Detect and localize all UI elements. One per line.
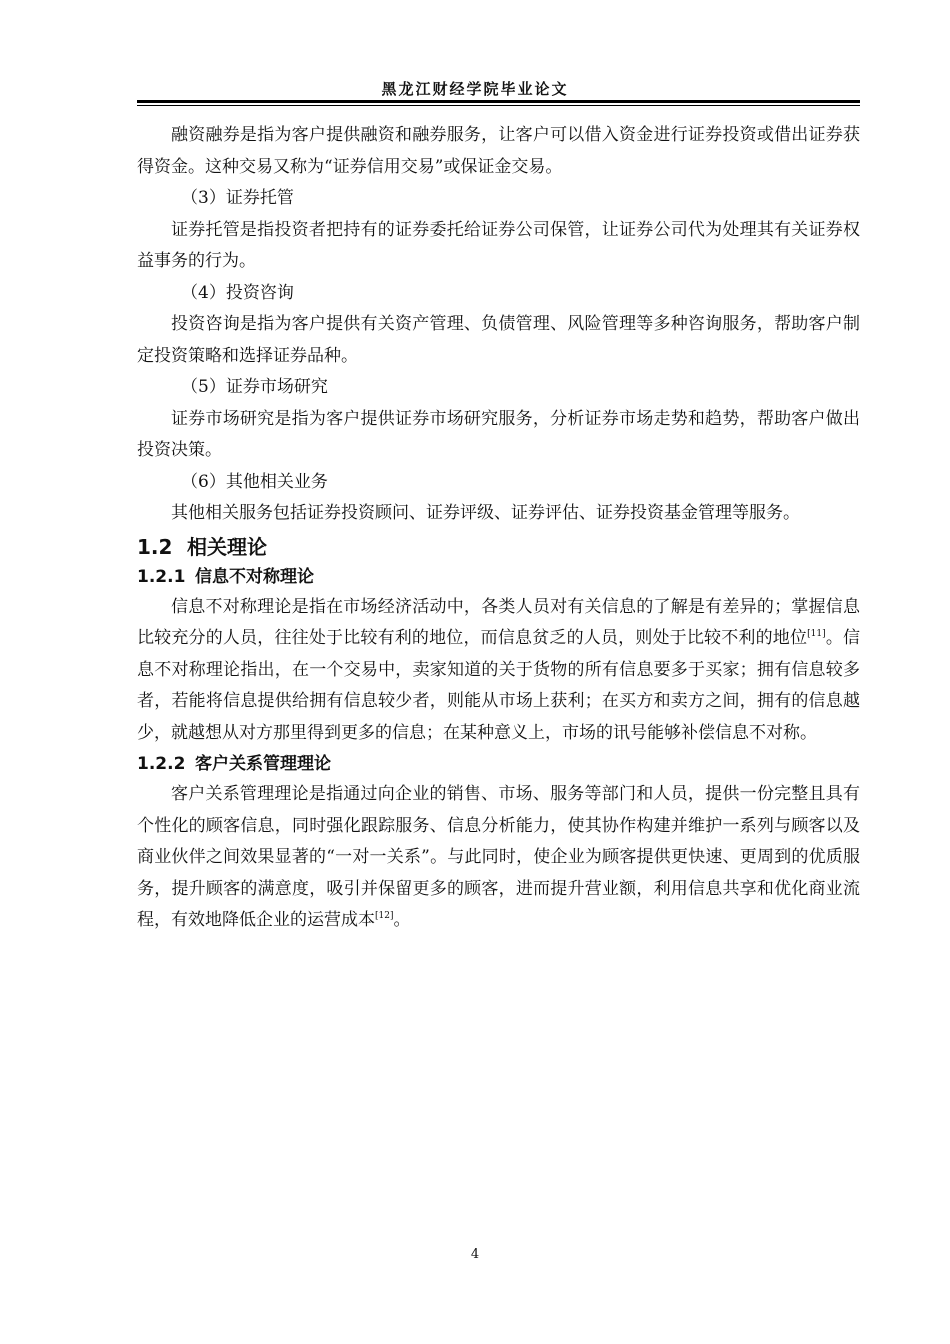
section-number: 1.2 — [137, 534, 173, 559]
subheading-investment-consulting: （4）投资咨询 — [181, 282, 294, 303]
paragraph-other-business: 其他相关服务包括证券投资顾问、证券评级、证券评估、证券投资基金管理等服务。 — [171, 503, 800, 523]
section-heading-1-2-2 — [137, 749, 860, 779]
header-rule-thin — [137, 105, 860, 106]
page-body — [137, 120, 860, 937]
section-title: 信息不对称理论 — [195, 566, 314, 587]
section-number: 1.2.2 — [137, 754, 186, 774]
paragraph-text: 。信息不对称理论指出，在一个交易中，卖家知道的关于货物的所有信息要多于买家；拥有信息较多者，若能将信息提供给拥有信息较少者，则能从市场上获利；在买方和卖方之间，拥有的信息越少，就越想从对方那里得到更多的信息；在某种意义上，市场的讯号能够补偿信息不对称。 — [137, 628, 861, 743]
citation-ref: [11] — [807, 629, 826, 639]
paragraph-text: 信息不对称理论是指在市场经济活动中，各类人员对有关信息的了解是有差异的；掌握信息比较充分的人员，往往处于比较有利的地位，而信息贫乏的人员，则处于比较不利的地位 — [137, 596, 860, 648]
section-heading-1-2 — [137, 532, 860, 562]
paragraph-margin-financing: 融资融券是指为客户提供融资和融券服务，让客户可以借入资金进行证券投资或借出证券获得资金。这种交易又称为“证券信用交易”或保证金交易。 — [137, 125, 860, 177]
section-heading-1-2-1 — [137, 562, 860, 592]
subheading-securities-custody: （3）证券托管 — [181, 188, 294, 208]
citation-ref: [12] — [375, 911, 394, 921]
header-title: 黑龙江财经学院毕业论文 — [381, 80, 569, 98]
paragraph-securities-custody: 证券托管是指投资者把持有的证券委托给证券公司保管，让证券公司代为处理其有关证券权益事务的行为。 — [137, 219, 860, 271]
header-rule-thick — [137, 100, 860, 103]
section-number: 1.2.1 — [137, 566, 186, 587]
paragraph-investment-consulting: 投资咨询是指为客户提供有关资产管理、负债管理、风险管理等多种咨询服务，帮助客户制定投资策略和选择证券品种。 — [137, 314, 860, 366]
paragraph-crm-theory — [137, 779, 860, 937]
paragraph-market-research: 证券市场研究是指为客户提供证券市场研究服务，分析证券市场走势和趋势，帮助客户做出投资决策。 — [137, 408, 860, 460]
paragraph-text: 。 — [393, 910, 411, 930]
paragraph-text: 客户关系管理理论是指通过向企业的销售、市场、服务等部门和人员，提供一份完整且具有个性化的顾客信息，同时强化跟踪服务、信息分析能力，使其协作构建并维护一系列与顾客以及商业伙伴之间效果显著的“一对一关系”。与此同时，使企业为顾客提供更快速、更周到的优质服务，提升顾客的满意度，吸引并保留更多的顾客，进而提升营业额，利用信息共享和优化商业流程，有效地降低企业的运营成本 — [137, 784, 860, 930]
subheading-market-research: （5）证券市场研究 — [181, 377, 328, 397]
paragraph-information-asymmetry — [137, 592, 860, 750]
section-title: 相关理论 — [187, 534, 267, 559]
subheading-other-business: （6）其他相关业务 — [181, 471, 328, 492]
section-title: 客户关系管理理论 — [195, 754, 331, 774]
page-number: 4 — [470, 1247, 480, 1262]
